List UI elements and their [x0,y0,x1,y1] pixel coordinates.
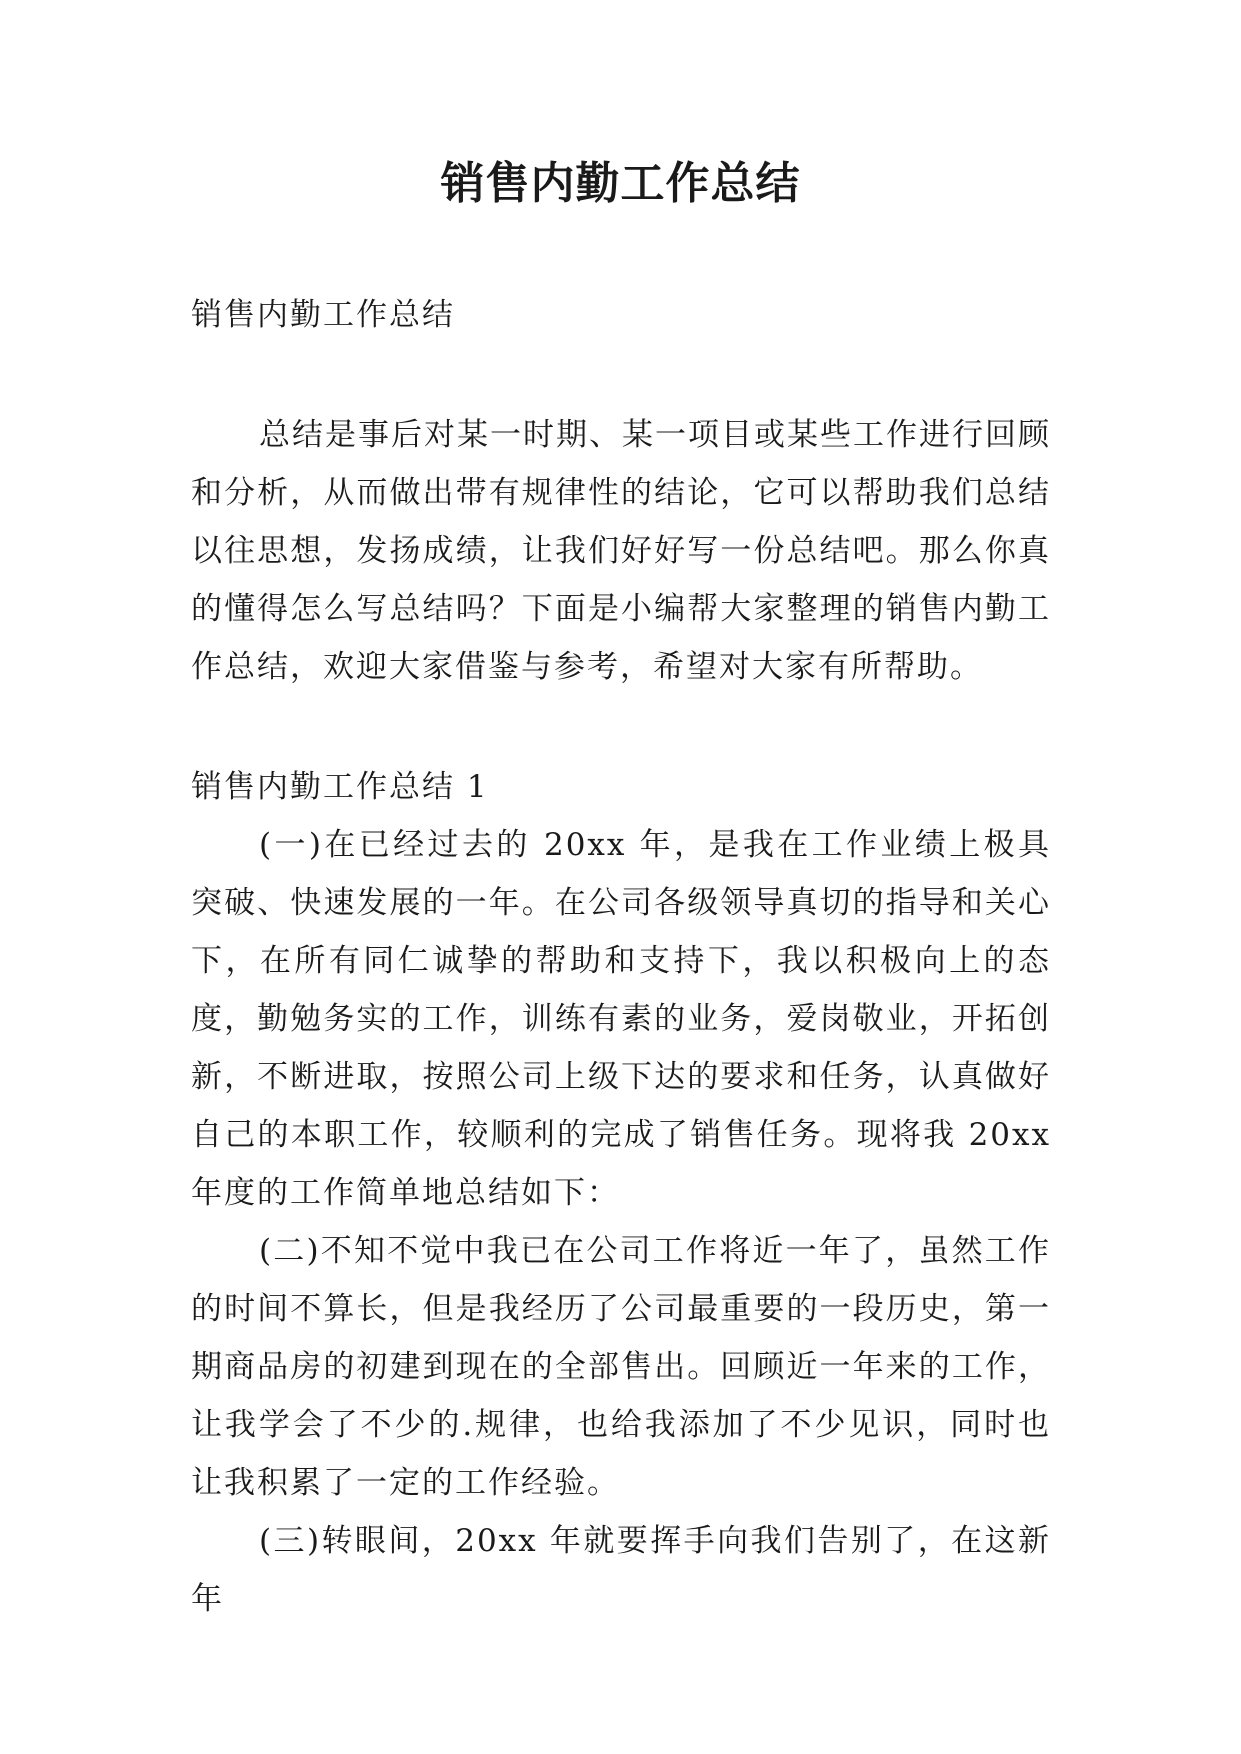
section-heading: 销售内勤工作总结 1 [191,769,489,805]
body-paragraph-3: (三)转眼间，20xx 年就要挥手向我们告别了，在这新年 [191,1523,1051,1617]
body-paragraph-1: (一)在已经过去的 20xx 年，是我在工作业绩上极具突破、快速发展的一年。在公司各级领导真切的指导和关心下，在所有同仁诚挚的帮助和支持下，我以积极向上的态度，勤勉务实的工作，训练有素的业务，爱岗敬业，开拓创新，不断进取，按照公司上级下达的要求和任务，认真做好自己的本职工作，较顺利的完成了销售任务。现将我 20xx 年度的工作简单地总结如下： [191,827,1051,1211]
document-subtitle: 销售内勤工作总结 [191,297,455,333]
intro-paragraph: 总结是事后对某一时期、某一项目或某些工作进行回顾和分析，从而做出带有规律性的结论，它可以帮助我们总结以往思想，发扬成绩，让我们好好写一份总结吧。那么你真的懂得怎么写总结吗？下面是小编帮大家整理的销售内勤工作总结，欢迎大家借鉴与参考，希望对大家有所帮助。 [191,417,1051,685]
spacer [191,696,1051,758]
body-paragraph-2: (二)不知不觉中我已在公司工作将近一年了，虽然工作的时间不算长，但是我经历了公司最重要的一段历史，第一期商品房的初建到现在的全部售出。回顾近一年来的工作，让我学会了不少的.规律，也给我添加了不少见识，同时也让我积累了一定的工作经验。 [191,1233,1051,1501]
document-body [191,286,1051,1628]
document-title: 销售内勤工作总结 [440,158,801,209]
spacer [191,344,1051,406]
